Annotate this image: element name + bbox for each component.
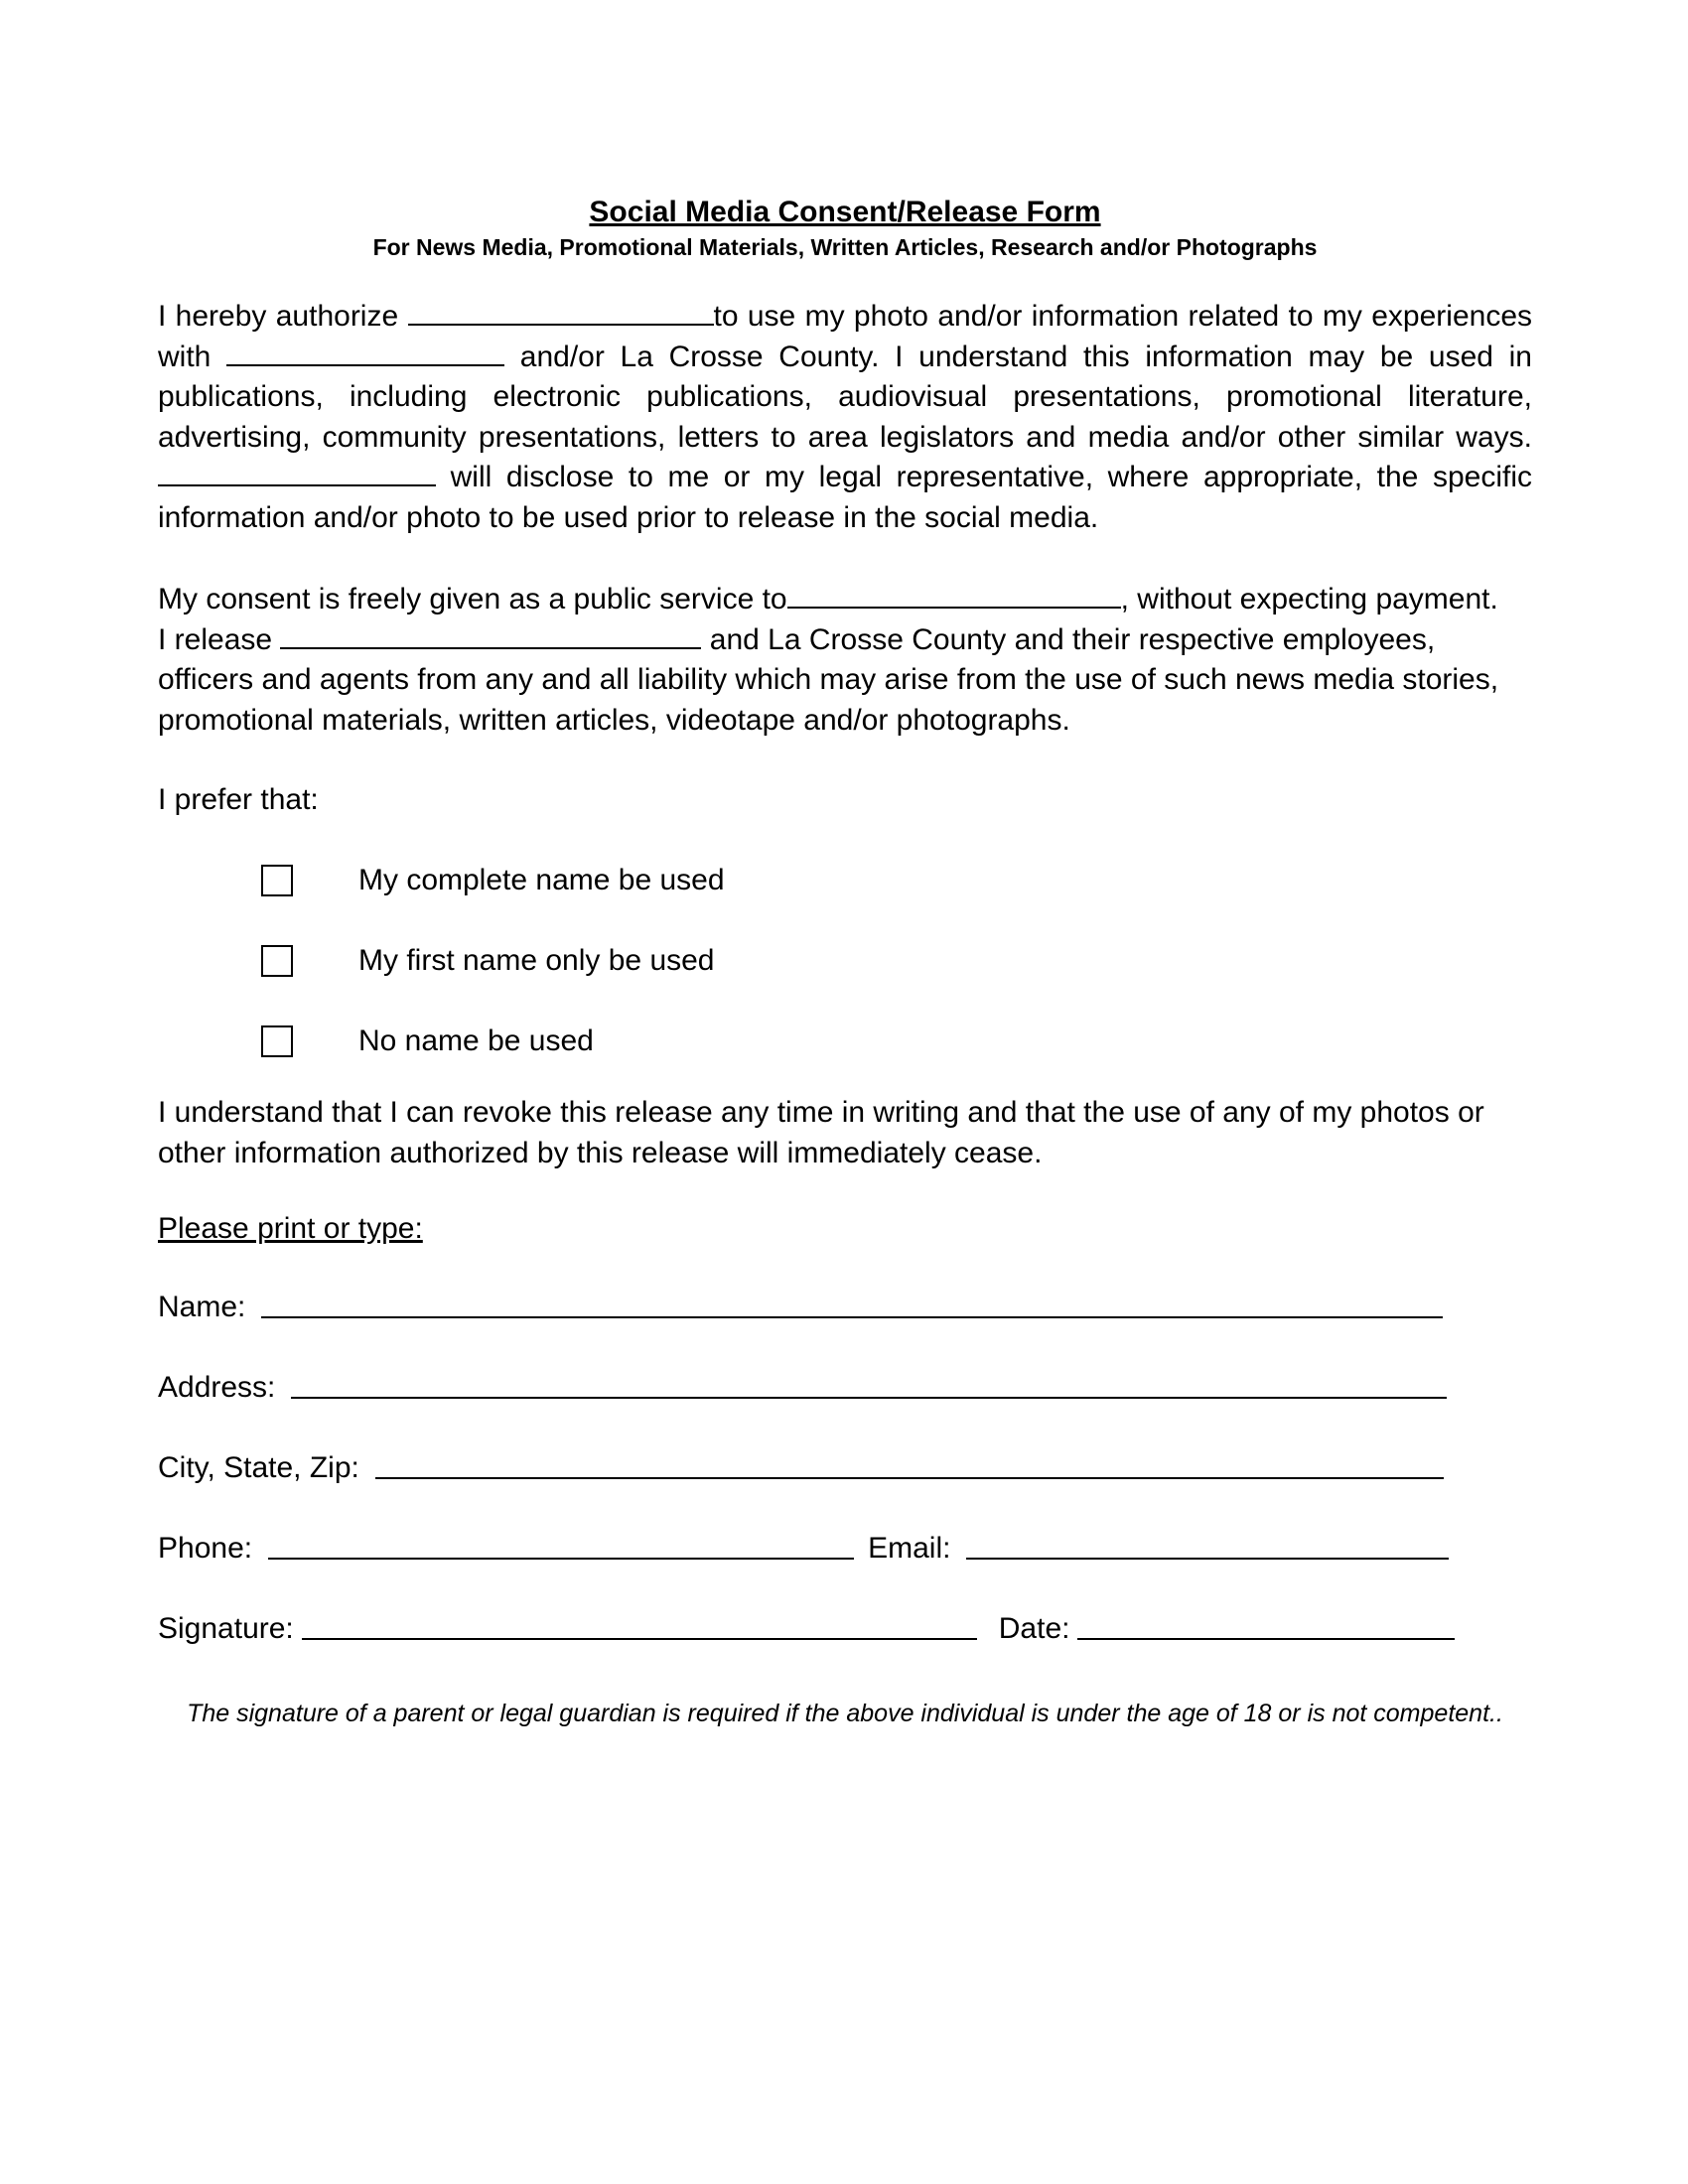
disclosing-party-blank[interactable]: [158, 461, 436, 486]
release-line-1: [158, 580, 1532, 620]
release-line-3: officers and agents from any and all liability which may arise from the use of such news media stories,: [158, 663, 1499, 696]
phone-email-row: [158, 1489, 1532, 1570]
name-field[interactable]: [261, 1316, 1443, 1318]
email-field[interactable]: [966, 1558, 1449, 1560]
authorize-text-3: and/or La Crosse County. I understand this information may be used in publications, including electronic publications, audiovisual presentations, promotional literature, advertising, community presentations, letters to area legislators and media and/or other similar ways.: [158, 340, 1532, 454]
print-or-type-label: Please print or type:: [158, 1212, 423, 1245]
option-no-name[interactable]: [158, 1001, 1532, 1081]
release-text-2: and La Crosse County and their respective employees,: [709, 622, 1436, 656]
authorize-text-4: will disclose to me or my legal representative, where appropriate, the specific information and/or photo to be used prior to release in the social media.: [158, 461, 1532, 534]
released-party-blank[interactable]: [280, 623, 701, 649]
release-paragraph: [158, 580, 1532, 741]
guardian-footnote: The signature of a parent or legal guardian is required if the above individual is under the age of 18 or is not competent..: [187, 1700, 1503, 1727]
authorization-paragraph: [158, 297, 1532, 538]
form-subtitle: For News Media, Promotional Materials, Written Articles, Research and/or Photographs: [372, 234, 1318, 260]
date-field[interactable]: [1077, 1638, 1455, 1640]
authorized-party-blank[interactable]: [408, 300, 714, 326]
organization-blank[interactable]: [226, 341, 504, 366]
public-service-blank[interactable]: [787, 583, 1121, 609]
consent-text: My consent is freely given as a public service to: [158, 583, 787, 615]
city-row: [158, 1409, 1532, 1489]
revoke-paragraph: I understand that I can revoke this release any time in writing and that the use of any of my photos or other information authorized by this release will immediately cease.: [158, 1096, 1484, 1169]
first-name-checkbox[interactable]: [261, 945, 293, 977]
complete-name-checkbox[interactable]: [261, 865, 293, 896]
signature-label: Signature:: [158, 1612, 294, 1645]
option-first-name[interactable]: [158, 920, 1532, 1001]
release-line-4: promotional materials, written articles, videotape and/or photographs.: [158, 703, 1070, 737]
signature-date-row: [158, 1570, 1532, 1650]
address-row: [158, 1328, 1532, 1409]
release-line-2: [158, 620, 1532, 661]
option-label: No name be used: [358, 1024, 594, 1057]
signature-field[interactable]: [302, 1638, 977, 1640]
phone-label: Phone:: [158, 1532, 253, 1565]
option-label: My first name only be used: [358, 943, 715, 977]
authorize-text: I hereby authorize: [158, 300, 399, 333]
consent-text-2: , without expecting payment.: [1120, 583, 1498, 615]
option-complete-name[interactable]: [158, 840, 1532, 920]
email-label: Email:: [868, 1532, 951, 1565]
phone-field[interactable]: [268, 1558, 854, 1560]
form-title: Social Media Consent/Release Form: [589, 196, 1101, 228]
release-text: I release: [158, 622, 273, 656]
address-field[interactable]: [291, 1397, 1447, 1399]
city-state-zip-field[interactable]: [375, 1477, 1444, 1479]
no-name-checkbox[interactable]: [261, 1025, 293, 1057]
city-state-zip-label: City, State, Zip:: [158, 1451, 359, 1484]
name-label: Name:: [158, 1291, 246, 1323]
authorize-text-2: to use my photo and/or information related to my experiences with: [158, 300, 1532, 373]
consent-form-page: [158, 195, 1532, 1729]
name-row: [158, 1279, 1532, 1328]
prefer-label: I prefer that:: [158, 783, 319, 816]
option-label: My complete name be used: [358, 863, 725, 896]
name-preference-options: [158, 840, 1532, 1081]
address-label: Address:: [158, 1371, 276, 1404]
date-label: Date:: [998, 1612, 1070, 1645]
